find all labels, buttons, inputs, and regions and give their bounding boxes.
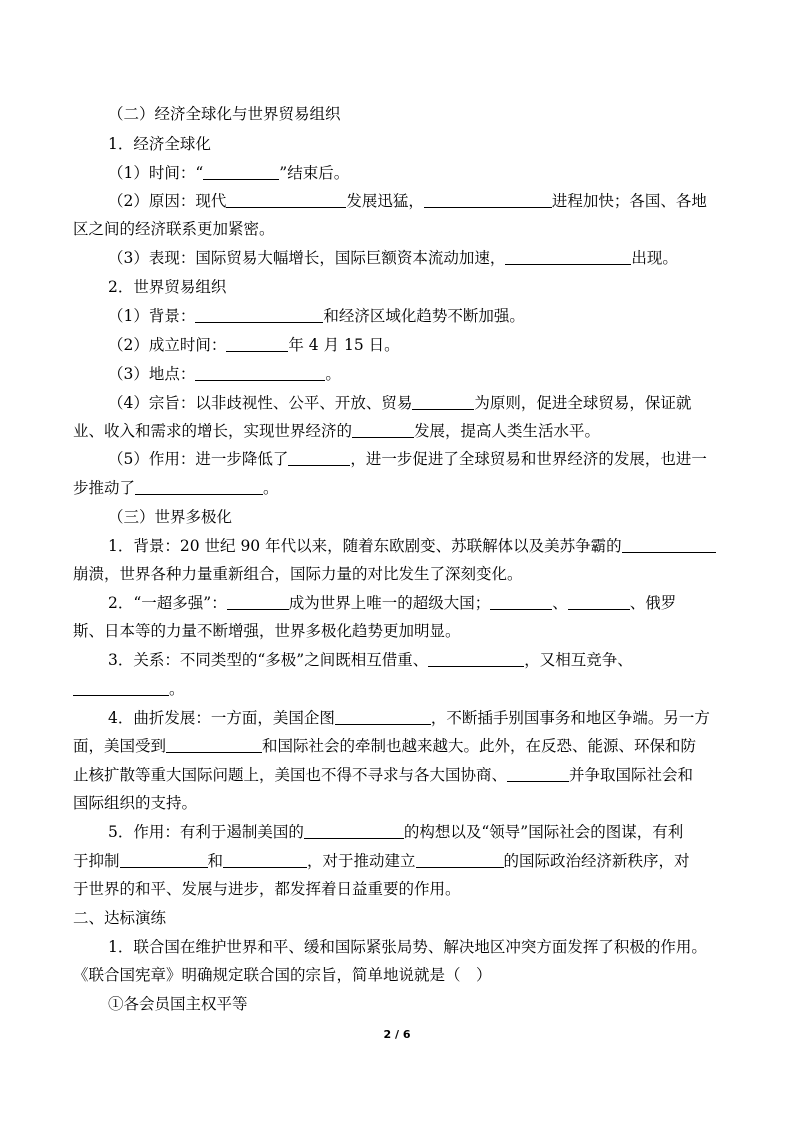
line-text: 出现。 — [631, 249, 678, 267]
line-text: ，对于推动建立 — [307, 852, 416, 870]
text-line — [108, 134, 211, 154]
line-text: 发展迅猛， — [346, 192, 424, 210]
line-text: 2．“一超多强”： — [108, 594, 227, 612]
fill-in-blank — [505, 249, 631, 265]
line-text: 的国际政治经济新秩序，对 — [503, 852, 690, 870]
fill-in-blank — [416, 852, 504, 868]
text-line — [73, 219, 275, 239]
fill-in-blank — [288, 450, 350, 466]
fill-in-blank — [568, 594, 630, 610]
line-text: ”结束后。 — [279, 164, 350, 182]
page-number: 2 / 6 — [383, 1028, 411, 1041]
fill-in-blank — [120, 852, 208, 868]
line-text: 于抑制 — [73, 852, 120, 870]
line-text: 国际组织的支持。 — [73, 794, 198, 812]
line-text: 二、达标演练 — [73, 909, 167, 927]
line-text: 《联合国宪章》明确规定联合国的宗旨，简单地说就是（ ） — [73, 966, 492, 984]
line-text: 的构想以及“领导”国际社会的图谋，有利 — [403, 823, 684, 841]
text-line — [73, 679, 185, 699]
line-text: 1．联合国在维护世界和平、缓和国际紧张局势、解决地区冲突方面发挥了积极的作用。 — [108, 938, 707, 956]
fill-in-blank — [73, 680, 169, 696]
fill-in-blank — [335, 709, 431, 725]
text-line — [108, 994, 248, 1014]
line-text: （5）作用：进一步降低了 — [108, 450, 289, 468]
line-text: 面，美国受到 — [73, 737, 167, 755]
text-line — [108, 937, 707, 957]
text-line — [73, 965, 492, 985]
fill-in-blank — [195, 365, 325, 381]
text-line — [108, 593, 676, 613]
text-line — [108, 335, 400, 355]
text-line — [73, 765, 693, 785]
line-text: 2．世界贸易组织 — [108, 278, 227, 296]
line-text: ①各会员国主权平等 — [108, 995, 248, 1013]
fill-in-blank — [226, 336, 288, 352]
fill-in-blank — [507, 766, 569, 782]
fill-in-blank — [490, 594, 552, 610]
text-line — [108, 449, 707, 469]
line-text: 4．曲折发展：一方面，美国企图 — [108, 709, 335, 727]
line-text: 发展，提高人类生活水平。 — [414, 422, 601, 440]
text-line — [108, 248, 678, 268]
line-text: 1．背景：20 世纪 90 年代以来，随着东欧剧变、苏联解体以及美苏争霸的 — [108, 537, 622, 555]
line-text: 。 — [263, 479, 279, 497]
line-text: （三）世界多极化 — [108, 508, 233, 526]
line-text: ，进一步促进了全球贸易和世界经济的发展，也进一 — [350, 450, 707, 468]
line-text: 步推动了 — [73, 479, 136, 497]
fill-in-blank — [352, 422, 414, 438]
text-line — [73, 793, 197, 813]
line-text: 崩溃，世界各种力量重新组合，国际力量的对比发生了深刻变化。 — [73, 565, 523, 583]
fill-in-blank — [622, 537, 716, 553]
text-line — [108, 277, 226, 297]
line-text: （4）宗旨：以非歧视性、公平、开放、贸易 — [108, 394, 413, 412]
line-text: 业、收入和需求的增长，实现世界经济的 — [73, 422, 353, 440]
text-line — [108, 364, 341, 384]
fill-in-blank — [203, 164, 279, 180]
line-text: 、 — [552, 594, 568, 612]
fill-in-blank — [195, 307, 323, 323]
line-text: 5．作用：有利于遏制美国的 — [108, 823, 304, 841]
text-line — [73, 851, 690, 871]
line-text: 于世界的和平、发展与进步，都发挥着日益重要的作用。 — [73, 880, 461, 898]
fill-in-blank — [227, 594, 289, 610]
line-text: ，又相互竞争、 — [524, 651, 633, 669]
text-line — [73, 879, 461, 899]
line-text: （3）表现：国际贸易大幅增长，国际巨额资本流动加速， — [108, 249, 506, 267]
line-text: 成为世界上唯一的超级大国； — [288, 594, 491, 612]
line-text: 3．关系：不同类型的“多极”之间既相互借重、 — [108, 651, 429, 669]
fill-in-blank — [424, 192, 552, 208]
line-text: 年 4 月 15 日。 — [288, 336, 400, 354]
line-text: （1）时间：“ — [108, 164, 204, 182]
line-text: （3）地点： — [108, 365, 196, 383]
fill-in-blank — [166, 737, 262, 753]
line-text: 1．经济全球化 — [108, 135, 211, 153]
text-line — [108, 191, 707, 211]
line-text: ，不断插手别国事务和地区争端。另一方 — [430, 709, 710, 727]
text-line — [73, 908, 166, 928]
line-text: （2）成立时间： — [108, 336, 227, 354]
fill-in-blank — [304, 823, 404, 839]
text-line — [108, 163, 349, 183]
text-line — [108, 104, 341, 124]
fill-in-blank — [135, 479, 263, 495]
text-line — [108, 822, 683, 842]
text-line — [108, 507, 232, 527]
line-text: 并争取国际社会和 — [569, 766, 694, 784]
line-text: 和经济区域化趋势不断加强。 — [323, 307, 525, 325]
line-text: （1）背景： — [108, 307, 196, 325]
line-text: （二）经济全球化与世界贸易组织 — [108, 105, 341, 123]
line-text: 、俄罗 — [629, 594, 677, 612]
text-line — [108, 306, 525, 326]
text-line — [108, 650, 633, 670]
fill-in-blank — [223, 852, 307, 868]
line-text: 。 — [325, 365, 341, 383]
line-text: 斯、日本等的力量不断增强，世界多极化趋势更加明显。 — [73, 622, 461, 640]
line-text: 进程加快；各国、各地 — [551, 192, 707, 210]
line-text: 。 — [169, 680, 185, 698]
fill-in-blank — [226, 192, 346, 208]
text-line — [73, 421, 600, 441]
line-text: 区之间的经济联系更加紧密。 — [73, 220, 275, 238]
line-text: 为原则，促进全球贸易，保证就 — [474, 394, 692, 412]
fill-in-blank — [428, 651, 524, 667]
text-line — [73, 478, 279, 498]
text-line — [73, 564, 523, 584]
text-line — [108, 708, 710, 728]
line-text: 和国际社会的牵制也越来越大。此外，在反恐、能源、环保和防 — [262, 737, 697, 755]
line-text: 和 — [207, 852, 224, 870]
text-line — [73, 736, 696, 756]
fill-in-blank — [412, 394, 474, 410]
line-text: 止核扩散等重大国际问题上，美国也不得不寻求与各大国协商、 — [73, 766, 508, 784]
line-text: （2）原因：现代 — [108, 192, 227, 210]
text-line — [108, 536, 716, 556]
text-line — [73, 621, 461, 641]
text-line — [108, 393, 691, 413]
